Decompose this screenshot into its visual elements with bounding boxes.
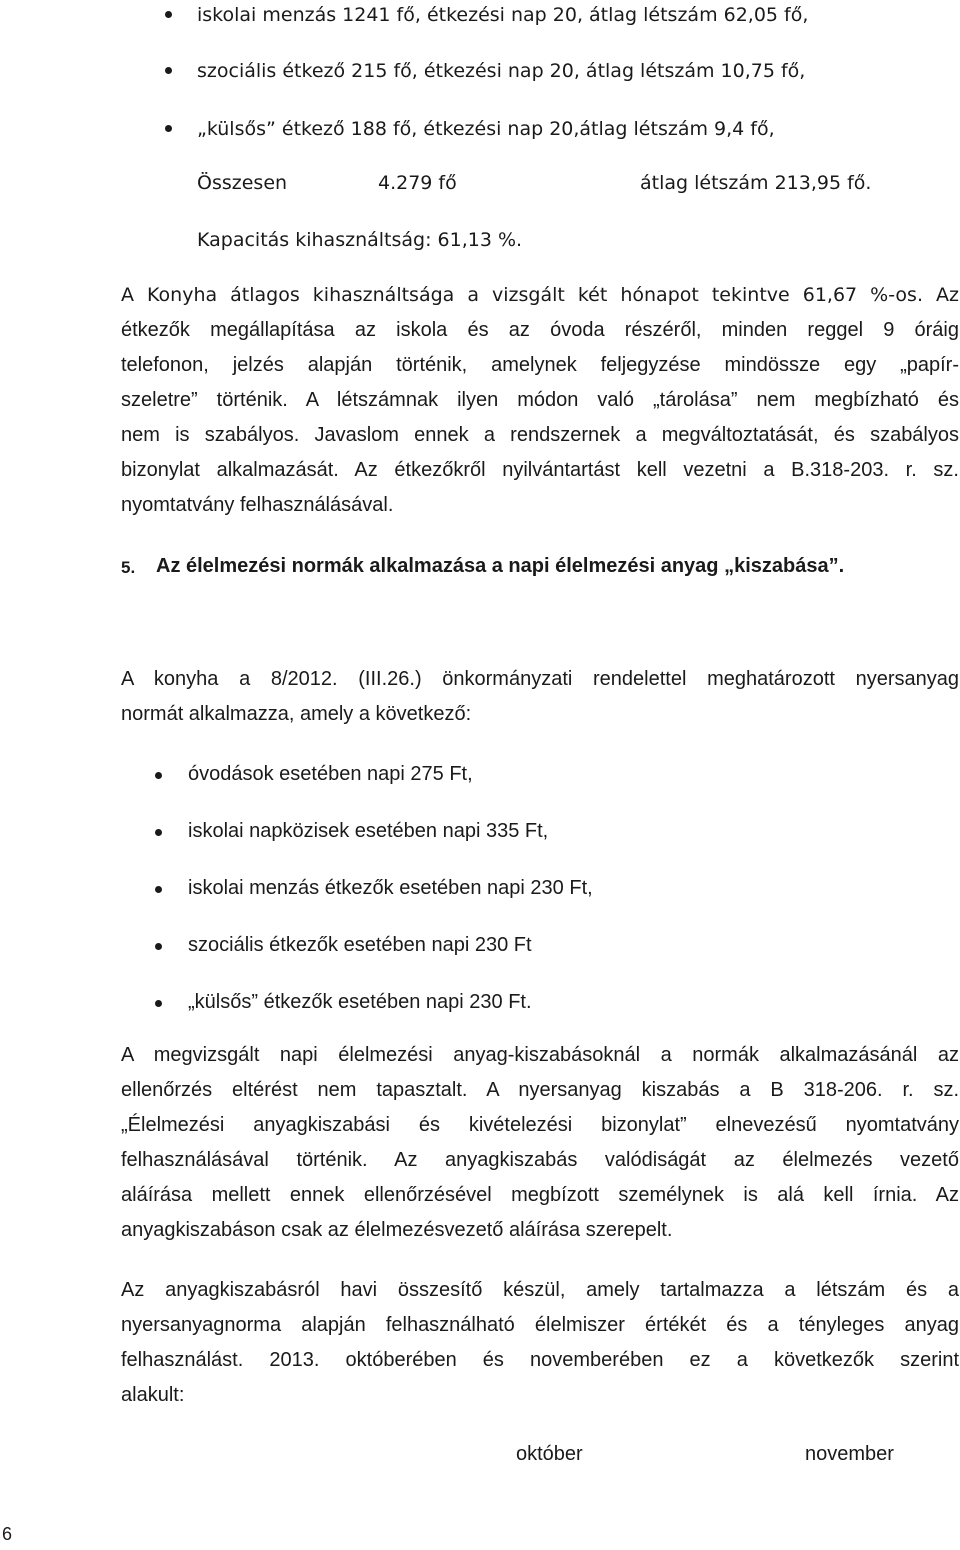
bullet-icon bbox=[165, 67, 172, 74]
paragraph-line: nyomtatvány felhasználásával. bbox=[121, 494, 394, 516]
paragraph-line: nyersanyagnorma alapján felhasználható élelmiszer értékét és a tényleges anyag bbox=[121, 1314, 959, 1336]
list-item: óvodások esetében napi 275 Ft, bbox=[188, 763, 473, 785]
paragraph-line: normát alkalmazza, amely a következő: bbox=[121, 703, 472, 725]
paragraph-line: aláírása mellett ennek ellenőrzésével megbízott személynek is alá kell írnia. Az bbox=[121, 1184, 959, 1206]
bullet-icon bbox=[165, 125, 172, 132]
paragraph-line: „Élelmezési anyagkiszabási és kivételezési bizonylat” elnevezésű nyomtatvány bbox=[121, 1114, 959, 1136]
list-item: iskolai napközisek esetében napi 335 Ft, bbox=[188, 820, 549, 842]
paragraph-line: ellenőrzés eltérést nem tapasztalt. A nyersanyag kiszabás a B 318-206. r. sz. bbox=[121, 1079, 959, 1101]
section-heading: Az élelmezési normák alkalmazása a napi élelmezési anyag „kiszabása”. bbox=[156, 555, 845, 577]
paragraph-line: telefonon, jelzés alapján történik, amelynek feljegyzése mindössze egy „papír- bbox=[121, 354, 959, 376]
list-item: iskolai menzás étkezők esetében napi 230 Ft, bbox=[188, 877, 593, 899]
list-item: „külsős” étkező 188 fő, étkezési nap 20,átlag létszám 9,4 fő, bbox=[197, 118, 775, 140]
column-header-october: október bbox=[516, 1443, 583, 1465]
paragraph-line: étkezők megállapítása az iskola és az óvoda részéről, minden reggel 9 óráig bbox=[121, 319, 959, 341]
list-item: szociális étkező 215 fő, étkezési nap 20, átlag létszám 10,75 fő, bbox=[197, 60, 806, 82]
paragraph-line: alakult: bbox=[121, 1384, 185, 1406]
capacity-utilization: Kapacitás kihasználtság: 61,13 %. bbox=[197, 229, 523, 251]
paragraph-norms-intro bbox=[121, 662, 959, 732]
paragraph-line: nem is szabályos. Javaslom ennek a rendszernek a megváltoztatását, és szabályos bbox=[121, 424, 959, 446]
paragraph-line: felhasználásával történik. Az anyagkiszabás valódiságát az élelmezés vezető bbox=[121, 1149, 959, 1171]
bullet-icon bbox=[155, 829, 162, 836]
paragraph-line: anyagkiszabáson csak az élelmezésvezető aláírása szerepelt. bbox=[121, 1219, 673, 1241]
paragraph-line: Az anyagkiszabásról havi összesítő készül, amely tartalmazza a létszám és a bbox=[121, 1279, 959, 1301]
bullet-icon bbox=[155, 772, 162, 779]
paragraph-line: A Konyha átlagos kihasználtsága a vizsgált két hónapot tekintve 61,67 %-os. Az bbox=[121, 284, 959, 306]
paragraph-line: bizonylat alkalmazását. Az étkezőkről nyilvántartást kell vezetni a B.318-203. r. sz. bbox=[121, 459, 959, 481]
total-label: Összesen bbox=[197, 172, 288, 194]
paragraph-line: felhasználást. 2013. októberében és novemberében ez a következők szerint bbox=[121, 1349, 959, 1371]
total-count: 4.279 fő bbox=[378, 172, 457, 194]
section-number: 5. bbox=[121, 558, 136, 577]
paragraph-kitchen-utilization bbox=[121, 278, 959, 523]
bullet-icon bbox=[155, 1000, 162, 1007]
bullet-icon bbox=[155, 943, 162, 950]
paragraph-monthly-summary bbox=[121, 1273, 959, 1413]
list-item: iskolai menzás 1241 fő, étkezési nap 20, átlag létszám 62,05 fő, bbox=[197, 4, 809, 26]
list-item: „külsős” étkezők esetében napi 230 Ft. bbox=[188, 991, 532, 1013]
total-average: átlag létszám 213,95 fő. bbox=[640, 172, 872, 194]
list-item: szociális étkezők esetében napi 230 Ft bbox=[188, 934, 532, 956]
bullet-icon bbox=[165, 11, 172, 18]
page-number: 6 bbox=[2, 1524, 13, 1544]
paragraph-line: A megvizsgált napi élelmezési anyag-kiszabásoknál a normák alkalmazásánál az bbox=[121, 1044, 959, 1066]
paragraph-line: szeletre” történik. A létszámnak ilyen módon való „tárolása” nem megbízható és bbox=[121, 389, 959, 411]
column-header-november: november bbox=[805, 1443, 894, 1465]
bullet-icon bbox=[155, 886, 162, 893]
paragraph-audit-findings bbox=[121, 1038, 959, 1248]
paragraph-line: A konyha a 8/2012. (III.26.) önkormányzati rendelettel meghatározott nyersanyag bbox=[121, 668, 959, 690]
